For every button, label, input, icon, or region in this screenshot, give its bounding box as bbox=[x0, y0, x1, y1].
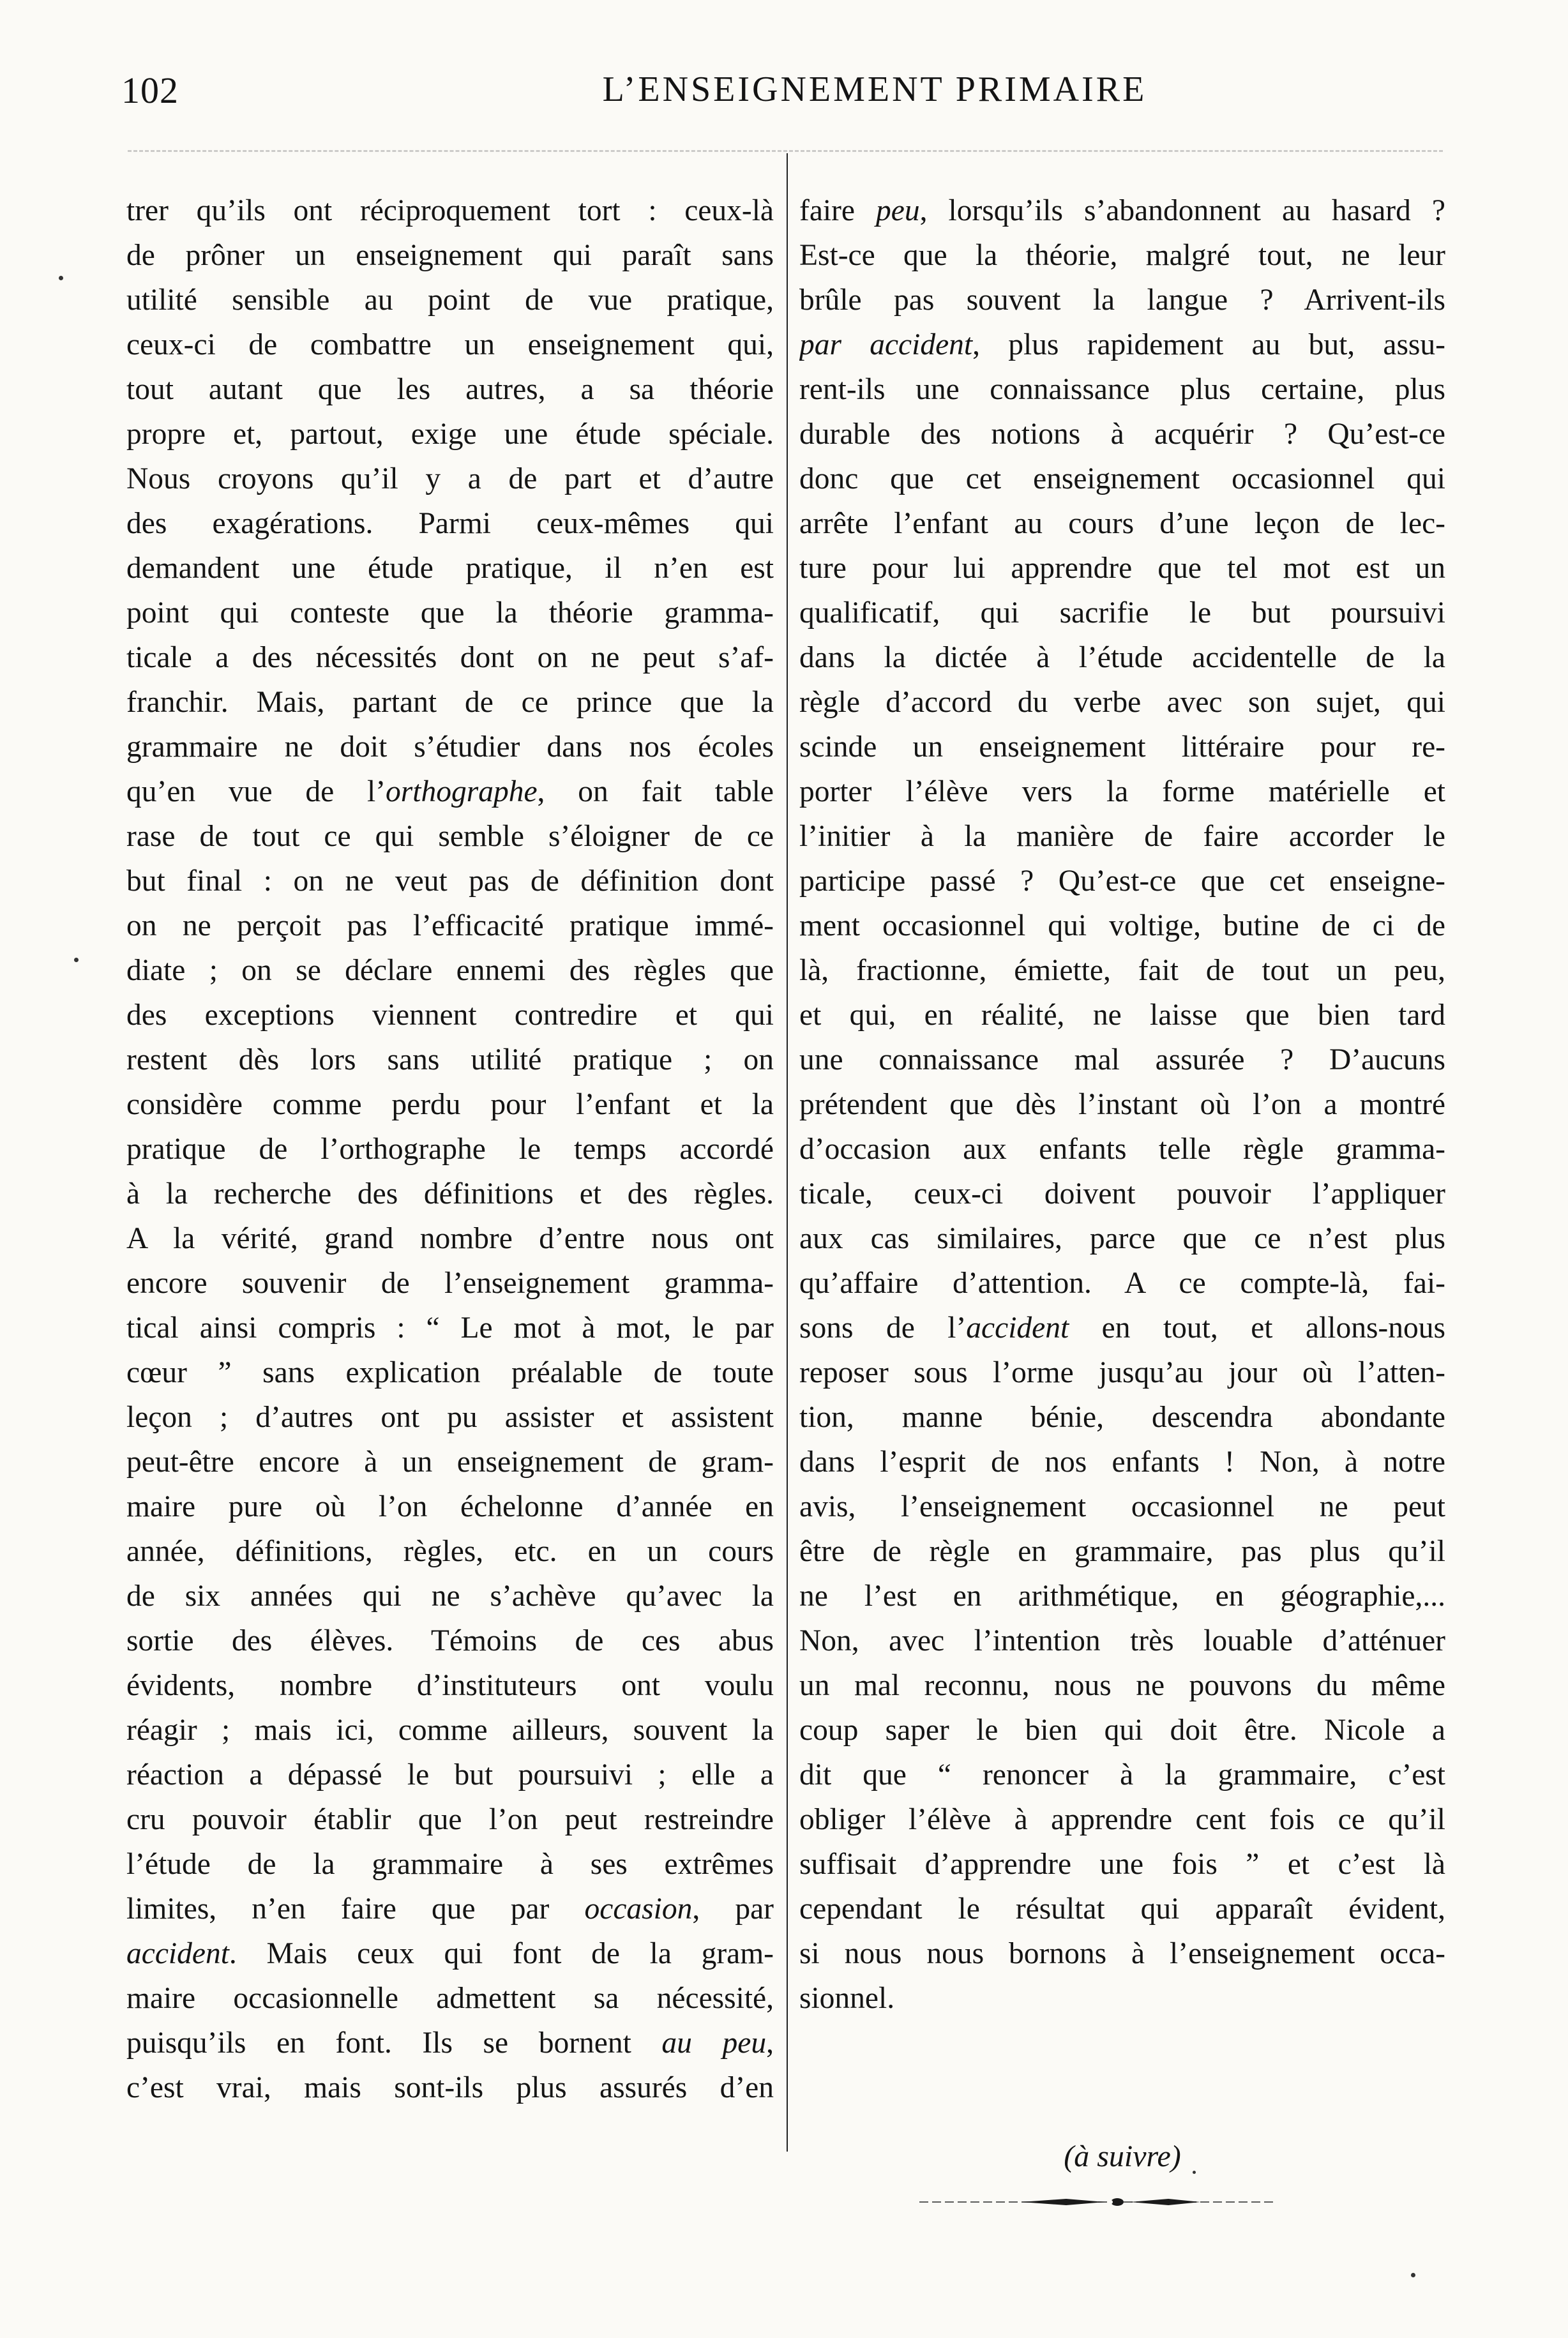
text-line: d’occasion aux enfants telle règle gramma- bbox=[799, 1133, 1445, 1166]
text-line: là, fractionne, émiette, fait de tout un peu, bbox=[799, 954, 1445, 987]
text-line: tion, manne bénie, descendra abondante bbox=[799, 1401, 1445, 1434]
continued-note: (à suivre) bbox=[1064, 2139, 1181, 2173]
text-line: rase de tout ce qui semble s’éloigner de ce bbox=[126, 820, 774, 853]
text-line: prétendent que dès l’instant où l’on a montré bbox=[799, 1088, 1445, 1121]
text-line: considère comme perdu pour l’enfant et la bbox=[126, 1088, 774, 1121]
text-line: avis, l’enseignement occasionnel ne peut bbox=[799, 1490, 1445, 1523]
text-line: cœur ” sans explication préalable de toute bbox=[126, 1356, 774, 1389]
text-line: A la vérité, grand nombre d’entre nous ont bbox=[126, 1222, 774, 1255]
text-line: grammaire ne doit s’étudier dans nos écoles bbox=[126, 730, 774, 764]
text-line: faire peu, lorsqu’ils s’abandonnent au hasard ? bbox=[799, 194, 1445, 227]
text-line: sons de l’accident en tout, et allons-nous bbox=[799, 1311, 1445, 1345]
text-line: tical ainsi compris : “ Le mot à mot, le par bbox=[126, 1311, 774, 1345]
text-line: arrête l’enfant au cours d’une leçon de lec- bbox=[799, 507, 1445, 540]
text-line: limites, n’en faire que par occasion, par bbox=[126, 1892, 774, 1926]
text-line: encore souvenir de l’enseignement gramma- bbox=[126, 1267, 774, 1300]
text-line: c’est vrai, mais sont-ils plus assurés d’en bbox=[126, 2071, 774, 2104]
column-divider bbox=[787, 153, 788, 2152]
text-line: sortie des élèves. Témoins de ces abus bbox=[126, 1624, 774, 1657]
text-line: ticale, ceux-ci doivent pouvoir l’appliquer bbox=[799, 1177, 1445, 1210]
text-line: et qui, en réalité, ne laisse que bien tard bbox=[799, 999, 1445, 1032]
text-line: des exagérations. Parmi ceux-mêmes qui bbox=[126, 507, 774, 540]
text-line: obliger l’élève à apprendre cent fois ce qu’il bbox=[799, 1803, 1445, 1836]
text-line: leçon ; d’autres ont pu assister et assistent bbox=[126, 1401, 774, 1434]
text-line: diate ; on se déclare ennemi des règles que bbox=[126, 954, 774, 987]
text-line: sionnel. bbox=[799, 1982, 895, 2015]
text-line: peut-être encore à un enseignement de gram- bbox=[126, 1445, 774, 1479]
text-line: par accident, plus rapidement au but, assu- bbox=[799, 328, 1445, 361]
text-line: ceux-ci de combattre un enseignement qui, bbox=[126, 328, 774, 361]
running-title: L’ENSEIGNEMENT PRIMAIRE bbox=[602, 70, 1147, 109]
text-line: dans la dictée à l’étude accidentelle de la bbox=[799, 641, 1445, 674]
text-line: de six années qui ne s’achève qu’avec la bbox=[126, 1580, 774, 1613]
text-line: qualificatif, qui sacrifie le but poursuivi bbox=[799, 596, 1445, 630]
text-line: Non, avec l’intention très louable d’atténuer bbox=[799, 1624, 1445, 1657]
text-line: à la recherche des définitions et des règles. bbox=[126, 1177, 774, 1210]
text-line: suffisait d’apprendre une fois ” et c’est là bbox=[799, 1848, 1445, 1881]
text-line: participe passé ? Qu’est-ce que cet enseigne- bbox=[799, 864, 1445, 898]
text-line: restent dès lors sans utilité pratique ; on bbox=[126, 1043, 774, 1076]
text-line: tout autant que les autres, a sa théorie bbox=[126, 373, 774, 406]
text-line: puisqu’ils en font. Ils se bornent au peu, bbox=[126, 2026, 774, 2060]
text-line: brûle pas souvent la langue ? Arrivent-ils bbox=[799, 283, 1445, 317]
text-line: maire pure où l’on échelonne d’année en bbox=[126, 1490, 774, 1523]
text-line: durable des notions à acquérir ? Qu’est-ce bbox=[799, 418, 1445, 451]
text-line: de prôner un enseignement qui paraît sans bbox=[126, 239, 774, 272]
text-line: des exceptions viennent contredire et qui bbox=[126, 999, 774, 1032]
text-line: rent-ils une connaissance plus certaine, plus bbox=[799, 373, 1445, 406]
text-line: cru pouvoir établir que l’on peut restreindre bbox=[126, 1803, 774, 1836]
text-line: réagir ; mais ici, comme ailleurs, souvent la bbox=[126, 1714, 774, 1747]
text-line: Nous croyons qu’il y a de part et d’autre bbox=[126, 462, 774, 495]
text-line: si nous nous bornons à l’enseignement occa- bbox=[799, 1937, 1445, 1970]
text-line: aux cas similaires, parce que ce n’est plus bbox=[799, 1222, 1445, 1255]
text-line: maire occasionnelle admettent sa nécessité, bbox=[126, 1982, 774, 2015]
text-line: dit que “ renoncer à la grammaire, c’est bbox=[799, 1758, 1445, 1791]
text-line: porter l’élève vers la forme matérielle et bbox=[799, 775, 1445, 808]
right-column bbox=[799, 188, 1445, 2021]
text-line: réaction a dépassé le but poursuivi ; elle a bbox=[126, 1758, 774, 1791]
text-line: donc que cet enseignement occasionnel qui bbox=[799, 462, 1445, 495]
text-line: une connaissance mal assurée ? D’aucuns bbox=[799, 1043, 1445, 1076]
text-line: évidents, nombre d’instituteurs ont voulu bbox=[126, 1669, 774, 1702]
text-line: but final : on ne veut pas de définition dont bbox=[126, 864, 774, 898]
text-line: être de règle en grammaire, pas plus qu’il bbox=[799, 1535, 1445, 1568]
header-rule bbox=[128, 150, 1443, 152]
text-line: franchir. Mais, partant de ce prince que la bbox=[126, 686, 774, 719]
page-number: 102 bbox=[121, 70, 179, 111]
text-line: point qui conteste que la théorie gramma- bbox=[126, 596, 774, 630]
left-column bbox=[126, 188, 774, 2110]
text-line: scinde un enseignement littéraire pour re- bbox=[799, 730, 1445, 764]
print-speck bbox=[1411, 2273, 1415, 2277]
text-line: qu’affaire d’attention. A ce compte-là, fai- bbox=[799, 1267, 1445, 1300]
text-line: reposer sous l’orme jusqu’au jour où l’atten- bbox=[799, 1356, 1445, 1389]
text-line: l’étude de la grammaire à ses extrêmes bbox=[126, 1848, 774, 1881]
text-line: utilité sensible au point de vue pratique, bbox=[126, 283, 774, 317]
text-line: trer qu’ils ont réciproquement tort : ceux-là bbox=[126, 194, 774, 227]
text-line: ment occasionnel qui voltige, butine de ci de bbox=[799, 909, 1445, 942]
tailpiece-ornament bbox=[919, 2194, 1277, 2210]
text-line: qu’en vue de l’orthographe, on fait table bbox=[126, 775, 774, 808]
print-speck bbox=[1193, 2171, 1196, 2174]
text-line: règle d’accord du verbe avec son sujet, qui bbox=[799, 686, 1445, 719]
text-line: accident. Mais ceux qui font de la gram- bbox=[126, 1937, 774, 1970]
text-line: ticale a des nécessités dont on ne peut s’af- bbox=[126, 641, 774, 674]
text-line: demandent une étude pratique, il n’en est bbox=[126, 552, 774, 585]
text-line: pratique de l’orthographe le temps accordé bbox=[126, 1133, 774, 1166]
text-line: ne l’est en arithmétique, en géographie,... bbox=[799, 1580, 1445, 1613]
text-line: ture pour lui apprendre que tel mot est un bbox=[799, 552, 1445, 585]
text-line: année, définitions, règles, etc. en un cours bbox=[126, 1535, 774, 1568]
text-line: propre et, partout, exige une étude spéciale. bbox=[126, 418, 774, 451]
text-line: on ne perçoit pas l’efficacité pratique immé- bbox=[126, 909, 774, 942]
text-line: l’initier à la manière de faire accorder le bbox=[799, 820, 1445, 853]
text-line: dans l’esprit de nos enfants ! Non, à notre bbox=[799, 1445, 1445, 1479]
text-line: Est-ce que la théorie, malgré tout, ne leur bbox=[799, 239, 1445, 272]
text-line: cependant le résultat qui apparaît évident, bbox=[799, 1892, 1445, 1926]
print-speck bbox=[59, 276, 63, 280]
text-line: coup saper le bien qui doit être. Nicole a bbox=[799, 1714, 1445, 1747]
text-line: un mal reconnu, nous ne pouvons du même bbox=[799, 1669, 1445, 1702]
page-header bbox=[121, 69, 1447, 126]
print-speck bbox=[74, 958, 79, 962]
tailpiece-rule-icon bbox=[919, 2194, 1277, 2210]
